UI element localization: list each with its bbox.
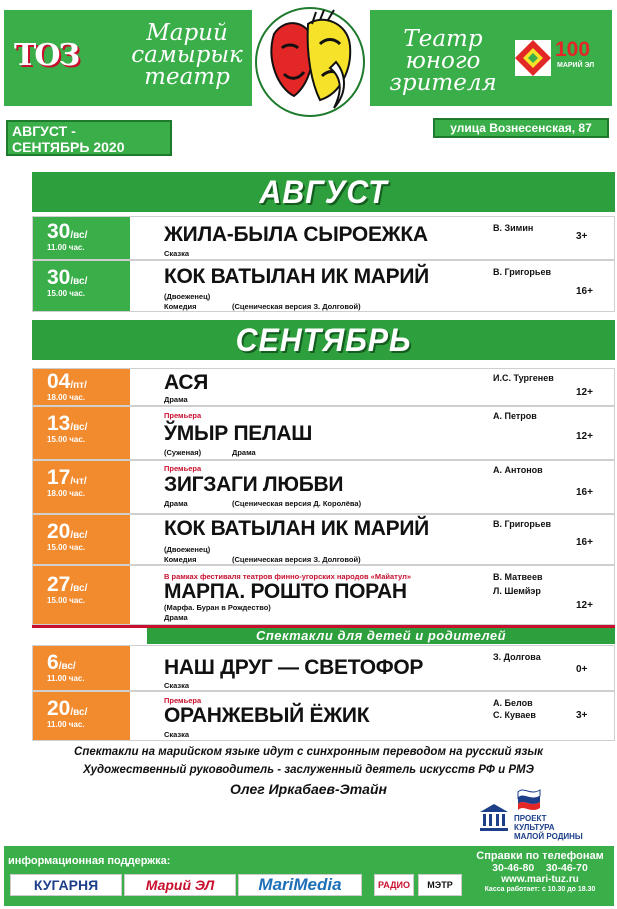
show-title: ОРАНЖЕВЫЙ ЁЖИК bbox=[164, 704, 370, 727]
theatre-address: улица Вознесенская, 87 bbox=[433, 118, 609, 138]
ornament-logo bbox=[513, 38, 603, 82]
theatre-logo bbox=[14, 38, 79, 78]
project-label-line2: КУЛЬТУРА bbox=[514, 823, 555, 832]
show-weekday: /чт/ bbox=[70, 476, 87, 487]
project-label-line1: ПРОЕКТ bbox=[514, 814, 547, 823]
header-title-tuz bbox=[378, 28, 508, 94]
festival-note: В рамках фестиваля театров финно-угорских народов «Майатул» bbox=[164, 572, 412, 581]
header-title-tuz-line1: Театр bbox=[403, 26, 483, 52]
show-author: А. Белов bbox=[493, 698, 533, 708]
month-august-label: АВГУСТ bbox=[259, 174, 388, 210]
premiere-badge: Премьера bbox=[164, 411, 202, 420]
director-title: Художественный руководитель - заслуженный деятель искусств РФ и РМЭ bbox=[83, 764, 534, 776]
show-time: 15.00 час. bbox=[47, 289, 86, 298]
show-weekday: /вс/ bbox=[70, 707, 88, 718]
show-author: А. Антонов bbox=[493, 465, 543, 475]
contacts bbox=[470, 850, 610, 894]
theatre-masks-icon bbox=[250, 4, 370, 118]
show-stage-version: (Сценическая версия З. Долговой) bbox=[232, 555, 361, 564]
show-day: 6 bbox=[47, 651, 59, 674]
season-period-line1: АВГУСТ - bbox=[12, 123, 76, 139]
show-age-rating: 16+ bbox=[576, 537, 593, 548]
show-age-rating: 3+ bbox=[576, 231, 588, 242]
show-age-rating: 16+ bbox=[576, 487, 593, 498]
show-author-2: С. Куваев bbox=[493, 710, 536, 720]
show-genre: Сказка bbox=[164, 249, 190, 258]
show-genre: Драма bbox=[164, 395, 188, 404]
show-row bbox=[32, 260, 615, 312]
show-subtitle: (Двоеженец) bbox=[164, 545, 211, 554]
header-title-tuz-line3: зрителя bbox=[389, 70, 497, 96]
media-marimedia: MariMedia bbox=[238, 874, 362, 896]
show-title: ЎМЫР ПЕЛАШ bbox=[164, 422, 313, 445]
show-weekday: /вс/ bbox=[58, 661, 76, 672]
show-day: 30 bbox=[47, 220, 71, 243]
ornament-logo-number: 100 bbox=[555, 38, 591, 61]
show-genre: Драма bbox=[232, 448, 256, 457]
show-title: КОК ВАТЫЛАН ИК МАРИЙ bbox=[164, 265, 429, 288]
kids-banner: Спектакли для детей и родителей bbox=[147, 628, 615, 644]
month-september bbox=[32, 320, 615, 360]
show-date bbox=[33, 261, 130, 311]
season-period-line2: СЕНТЯБРЬ 2020 bbox=[12, 139, 125, 155]
show-author: В. Григорьев bbox=[493, 519, 551, 529]
show-title: НАШ ДРУГ — СВЕТОФОР bbox=[164, 656, 424, 679]
show-author: И.С. Тургенев bbox=[493, 373, 554, 383]
show-day: 17 bbox=[47, 466, 71, 489]
phone-2: 30-46-70 bbox=[545, 862, 588, 874]
show-weekday: /пт/ bbox=[70, 380, 87, 391]
show-title: МАРПА. РОШТО ПОРАН bbox=[164, 580, 407, 603]
show-day: 04 bbox=[47, 370, 71, 393]
month-august bbox=[32, 172, 615, 212]
project-label-line3: МАЛОЙ РОДИНЫ bbox=[514, 832, 583, 841]
ornament-logo-icon bbox=[513, 38, 553, 78]
show-weekday: /вс/ bbox=[70, 276, 88, 287]
show-time: 18.00 час. bbox=[47, 489, 86, 498]
show-time: 15.00 час. bbox=[47, 435, 86, 444]
footer bbox=[4, 846, 614, 906]
show-day: 30 bbox=[47, 266, 71, 289]
show-weekday: /вс/ bbox=[70, 422, 88, 433]
box-office-hours: Касса работает: с 10.30 до 18.30 bbox=[484, 886, 596, 893]
show-genre: Сказка bbox=[164, 730, 190, 739]
premiere-badge: Премьера bbox=[164, 696, 202, 705]
building-columns-icon bbox=[478, 802, 510, 834]
show-day: 13 bbox=[47, 412, 71, 435]
show-genre: Сказка bbox=[164, 681, 190, 690]
show-time: 18.00 час. bbox=[47, 393, 86, 402]
director-name: Олег Иркабаев-Этайн bbox=[230, 781, 387, 797]
phone-1: 30-46-80 bbox=[492, 862, 535, 874]
show-time: 11.00 час. bbox=[47, 674, 85, 683]
show-age-rating: 12+ bbox=[576, 387, 593, 398]
show-time: 15.00 час. bbox=[47, 543, 86, 552]
header-title-mari-line2: самырык bbox=[131, 42, 243, 68]
show-author: З. Долгова bbox=[493, 652, 541, 662]
header-title-mari-line3: театр bbox=[144, 64, 230, 90]
show-date bbox=[33, 515, 130, 564]
show-day: 20 bbox=[47, 697, 71, 720]
show-author: В. Зимин bbox=[493, 223, 534, 233]
show-age-rating: 0+ bbox=[576, 664, 588, 675]
flag-icon bbox=[516, 786, 542, 812]
header-title-tuz-line2: юного bbox=[405, 48, 481, 74]
show-time: 11.00 час. bbox=[47, 720, 85, 729]
show-row bbox=[32, 565, 615, 625]
show-stage-version: (Сценическая версия Д. Королёва) bbox=[232, 499, 362, 508]
show-title: ЗИГЗАГИ ЛЮБВИ bbox=[164, 473, 344, 496]
show-row bbox=[32, 368, 615, 406]
show-date bbox=[33, 407, 130, 459]
show-date bbox=[33, 646, 130, 690]
month-september-label: СЕНТЯБРЬ bbox=[235, 322, 412, 358]
show-age-rating: 12+ bbox=[576, 431, 593, 442]
show-subtitle: (Марфа. Буран в Рождество) bbox=[164, 603, 271, 612]
show-title: АСЯ bbox=[164, 371, 209, 394]
ornament-logo-caption: МАРИЙ ЭЛ bbox=[557, 62, 595, 69]
header-title-mari bbox=[122, 22, 252, 88]
show-row bbox=[32, 216, 615, 260]
show-time: 11.00 час. bbox=[47, 243, 85, 252]
show-subtitle: (Суженая) bbox=[164, 448, 202, 457]
show-date bbox=[33, 369, 130, 405]
season-period bbox=[6, 120, 172, 156]
theatre-logo-text: ТОЗ bbox=[14, 38, 79, 73]
show-genre: Комедия bbox=[164, 555, 197, 564]
phones-title: Справки по телефонам bbox=[476, 850, 604, 862]
website-link[interactable]: www.mari-tuz.ru bbox=[501, 874, 579, 885]
show-weekday: /вс/ bbox=[70, 583, 88, 594]
media-mariy-el: Марий ЭЛ bbox=[124, 874, 236, 896]
show-genre: Драма bbox=[164, 613, 188, 622]
show-weekday: /вс/ bbox=[70, 230, 88, 241]
show-row bbox=[32, 460, 615, 514]
show-age-rating: 3+ bbox=[576, 710, 588, 721]
premiere-badge: Премьера bbox=[164, 464, 202, 473]
show-age-rating: 12+ bbox=[576, 600, 593, 611]
media-kugarnya: КУГАРНЯ bbox=[10, 874, 122, 896]
show-author: В. Матвеев bbox=[493, 572, 543, 582]
header-title-mari-line1: Марий bbox=[146, 20, 228, 46]
phones bbox=[470, 862, 610, 874]
show-row bbox=[32, 406, 615, 460]
show-author: А. Петров bbox=[493, 411, 537, 421]
translation-note: Спектакли на марийском языке идут с синхронным переводом на русский язык bbox=[74, 746, 543, 758]
project-label bbox=[514, 814, 583, 841]
show-stage-version: (Сценическая версия З. Долговой) bbox=[232, 302, 361, 311]
show-time: 15.00 час. bbox=[47, 596, 86, 605]
show-row bbox=[32, 645, 615, 691]
show-date bbox=[33, 217, 130, 259]
show-age-rating: 16+ bbox=[576, 286, 593, 297]
show-genre: Драма bbox=[164, 499, 188, 508]
show-weekday: /вс/ bbox=[70, 530, 88, 541]
show-date bbox=[33, 566, 130, 624]
show-date bbox=[33, 692, 130, 740]
show-genre: Комедия bbox=[164, 302, 197, 311]
show-date bbox=[33, 461, 130, 513]
media-radio: РАДИО bbox=[374, 874, 414, 896]
media-metr: МЭТР bbox=[418, 874, 462, 896]
project-logo bbox=[478, 786, 598, 840]
show-title: КОК ВАТЫЛАН ИК МАРИЙ bbox=[164, 517, 429, 540]
show-row bbox=[32, 514, 615, 565]
show-subtitle: (Двоеженец) bbox=[164, 292, 211, 301]
show-author-2: Л. Шемйэр bbox=[493, 586, 541, 596]
show-row bbox=[32, 691, 615, 741]
show-day: 27 bbox=[47, 573, 71, 596]
show-title: ЖИЛА-БЫЛА СЫРОЕЖКА bbox=[164, 223, 428, 246]
info-support-label: информационная поддержка: bbox=[8, 855, 171, 867]
show-author: В. Григорьев bbox=[493, 267, 551, 277]
show-day: 20 bbox=[47, 520, 71, 543]
